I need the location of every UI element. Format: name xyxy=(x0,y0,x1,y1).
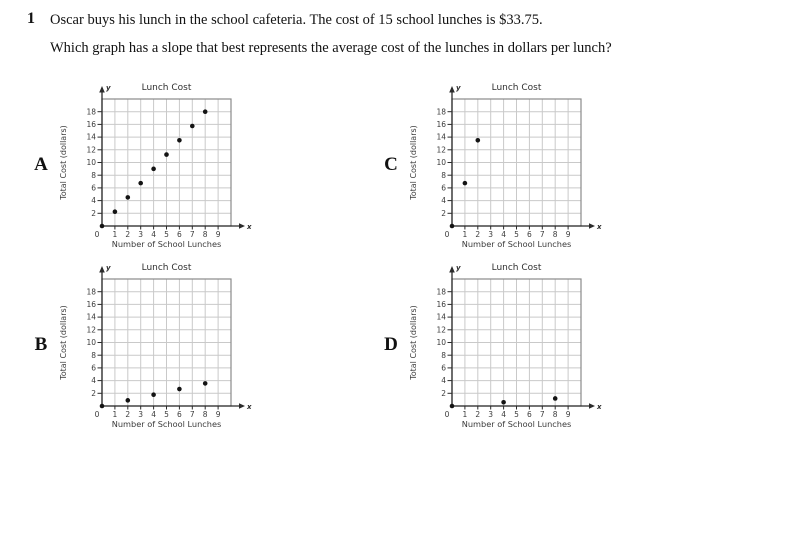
svg-text:2: 2 xyxy=(125,410,131,419)
svg-text:6: 6 xyxy=(441,183,446,193)
svg-text:4: 4 xyxy=(441,376,446,386)
svg-text:Total Cost (dollars): Total Cost (dollars) xyxy=(409,305,418,380)
svg-text:7: 7 xyxy=(539,230,545,239)
svg-text:8: 8 xyxy=(552,410,558,419)
svg-text:Total Cost (dollars): Total Cost (dollars) xyxy=(59,305,68,380)
svg-text:9: 9 xyxy=(565,410,571,419)
svg-text:12: 12 xyxy=(86,145,96,155)
svg-text:x: x xyxy=(247,403,252,411)
svg-text:12: 12 xyxy=(86,325,96,335)
svg-text:10: 10 xyxy=(86,158,96,168)
svg-text:1: 1 xyxy=(462,410,468,419)
svg-text:3: 3 xyxy=(488,230,494,239)
svg-text:x: x xyxy=(597,223,602,231)
svg-text:8: 8 xyxy=(202,230,208,239)
svg-text:14: 14 xyxy=(436,312,446,322)
option-letter-a: A xyxy=(34,154,48,175)
svg-text:8: 8 xyxy=(552,230,558,239)
svg-text:9: 9 xyxy=(215,230,221,239)
svg-text:y: y xyxy=(456,84,461,92)
svg-text:6: 6 xyxy=(91,363,96,373)
svg-text:0: 0 xyxy=(444,410,450,419)
svg-text:4: 4 xyxy=(91,376,96,386)
svg-text:0: 0 xyxy=(94,230,100,239)
answer-option-a[interactable] xyxy=(26,77,256,253)
svg-text:7: 7 xyxy=(189,410,195,419)
lunch-cost-graph-d xyxy=(406,257,606,433)
svg-text:6: 6 xyxy=(177,410,182,419)
svg-text:Number of School Lunches: Number of School Lunches xyxy=(461,239,572,249)
svg-text:16: 16 xyxy=(86,300,96,309)
svg-text:4: 4 xyxy=(501,230,506,239)
svg-text:14: 14 xyxy=(86,312,96,322)
svg-text:2: 2 xyxy=(475,230,481,239)
svg-text:18: 18 xyxy=(436,287,446,297)
svg-text:16: 16 xyxy=(436,120,446,129)
svg-text:9: 9 xyxy=(565,230,571,239)
svg-text:Number of School Lunches: Number of School Lunches xyxy=(111,419,222,429)
svg-text:9: 9 xyxy=(215,410,221,419)
svg-text:2: 2 xyxy=(91,208,96,218)
svg-text:4: 4 xyxy=(91,196,96,206)
lunch-cost-graph-c xyxy=(406,77,606,253)
svg-text:4: 4 xyxy=(501,410,506,419)
svg-text:7: 7 xyxy=(539,410,545,419)
option-letter-c: C xyxy=(384,154,398,175)
svg-text:6: 6 xyxy=(91,183,96,193)
svg-text:x: x xyxy=(597,403,602,411)
svg-text:1: 1 xyxy=(112,410,118,419)
svg-text:3: 3 xyxy=(138,410,144,419)
svg-text:Lunch Cost: Lunch Cost xyxy=(491,263,542,273)
svg-text:0: 0 xyxy=(94,410,100,419)
svg-text:3: 3 xyxy=(138,230,144,239)
svg-text:6: 6 xyxy=(527,410,532,419)
svg-text:6: 6 xyxy=(527,230,532,239)
question-text-line-1: Oscar buys his lunch in the school cafeteria. The cost of 15 school lunches is $33.75. xyxy=(50,12,543,28)
svg-text:Lunch Cost: Lunch Cost xyxy=(491,83,542,93)
svg-text:0: 0 xyxy=(444,230,450,239)
question-text-line-2: Which graph has a slope that best represents the average cost of the lunches in dollars per lunch? xyxy=(50,40,612,56)
svg-text:1: 1 xyxy=(112,230,118,239)
svg-text:2: 2 xyxy=(125,230,131,239)
svg-text:Total Cost (dollars): Total Cost (dollars) xyxy=(409,125,418,200)
svg-text:1: 1 xyxy=(462,230,468,239)
svg-text:Number of School Lunches: Number of School Lunches xyxy=(111,239,222,249)
svg-text:5: 5 xyxy=(164,230,169,239)
svg-text:5: 5 xyxy=(164,410,169,419)
svg-text:14: 14 xyxy=(86,132,96,142)
svg-text:5: 5 xyxy=(514,230,519,239)
svg-text:Total Cost (dollars): Total Cost (dollars) xyxy=(59,125,68,200)
svg-text:x: x xyxy=(247,223,252,231)
svg-text:18: 18 xyxy=(86,107,96,117)
svg-text:6: 6 xyxy=(441,363,446,373)
svg-text:8: 8 xyxy=(91,170,96,180)
svg-text:y: y xyxy=(106,264,111,272)
svg-text:3: 3 xyxy=(488,410,494,419)
svg-text:4: 4 xyxy=(441,196,446,206)
svg-text:6: 6 xyxy=(177,230,182,239)
svg-text:4: 4 xyxy=(151,230,156,239)
answer-option-c[interactable] xyxy=(376,77,606,253)
svg-text:4: 4 xyxy=(151,410,156,419)
svg-text:18: 18 xyxy=(86,287,96,297)
svg-text:2: 2 xyxy=(441,388,446,398)
svg-text:Lunch Cost: Lunch Cost xyxy=(141,263,192,273)
answer-option-b[interactable] xyxy=(26,257,256,433)
svg-text:y: y xyxy=(456,264,461,272)
svg-text:14: 14 xyxy=(436,132,446,142)
option-letter-b: B xyxy=(34,334,48,355)
svg-text:2: 2 xyxy=(91,388,96,398)
svg-text:y: y xyxy=(106,84,111,92)
svg-text:8: 8 xyxy=(91,350,96,360)
lunch-cost-graph-a xyxy=(56,77,256,253)
lunch-cost-graph-b xyxy=(56,257,256,433)
svg-text:10: 10 xyxy=(436,338,446,348)
svg-text:8: 8 xyxy=(441,350,446,360)
svg-text:5: 5 xyxy=(514,410,519,419)
option-letter-d: D xyxy=(384,334,398,355)
svg-text:2: 2 xyxy=(441,208,446,218)
svg-text:10: 10 xyxy=(86,338,96,348)
svg-text:Lunch Cost: Lunch Cost xyxy=(141,83,192,93)
svg-text:10: 10 xyxy=(436,158,446,168)
svg-text:12: 12 xyxy=(436,145,446,155)
svg-text:Number of School Lunches: Number of School Lunches xyxy=(461,419,572,429)
svg-text:7: 7 xyxy=(189,230,195,239)
svg-text:2: 2 xyxy=(475,410,481,419)
svg-text:16: 16 xyxy=(436,300,446,309)
answer-option-d[interactable] xyxy=(376,257,606,433)
svg-text:8: 8 xyxy=(441,170,446,180)
svg-text:8: 8 xyxy=(202,410,208,419)
svg-text:16: 16 xyxy=(86,120,96,129)
question-number: 1 xyxy=(27,10,35,27)
svg-text:12: 12 xyxy=(436,325,446,335)
svg-text:18: 18 xyxy=(436,107,446,117)
